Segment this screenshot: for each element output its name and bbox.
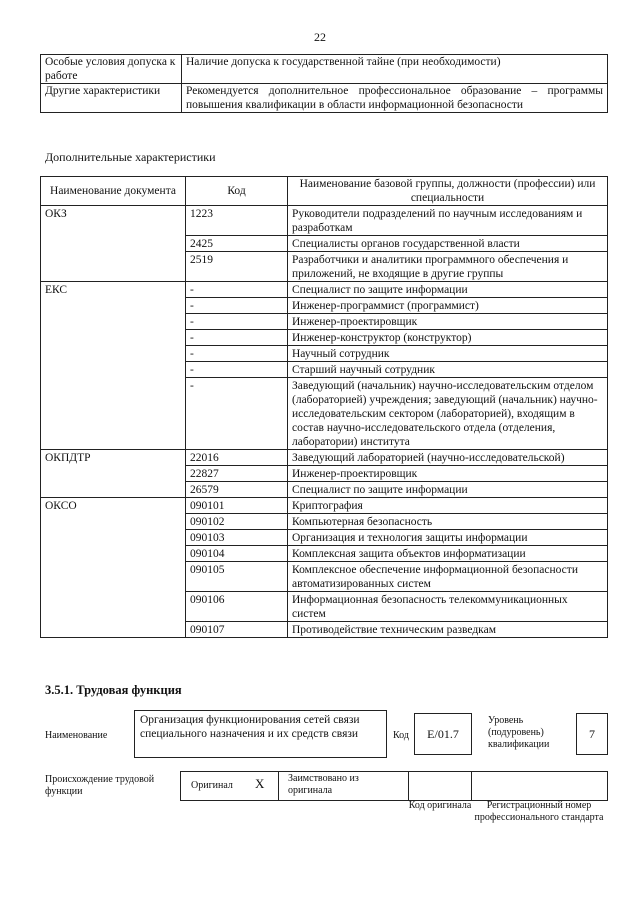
- table-row: [41, 498, 608, 514]
- code-cell: 2425: [186, 236, 288, 252]
- code-cell: 090107: [186, 622, 288, 638]
- name-cell: Специалист по защите информации: [288, 482, 608, 498]
- code-cell: 22016: [186, 450, 288, 466]
- code-cell: 090102: [186, 514, 288, 530]
- original-cell: [180, 771, 279, 801]
- header-row: [41, 177, 608, 206]
- name-cell: Инженер-программист (программист): [288, 298, 608, 314]
- level-box: 7: [576, 713, 608, 755]
- name-cell: Организация и технология защиты информации: [288, 530, 608, 546]
- borrowed-cell: [278, 771, 409, 801]
- name-cell: Криптография: [288, 498, 608, 514]
- doc-cell: ОКПДТР: [41, 450, 186, 498]
- conditions-value: Рекомендуется дополнительное профессиональное образование – программы повышения квалификации в области информационной безопасности: [182, 84, 608, 113]
- code-cell: 2519: [186, 252, 288, 282]
- classifiers-body: [41, 206, 608, 638]
- code-cell: -: [186, 298, 288, 314]
- doc-cell: ОКСО: [41, 498, 186, 638]
- name-cell: Информационная безопасность телекоммуникационных систем: [288, 592, 608, 622]
- code-cell: -: [186, 378, 288, 450]
- name-cell: Инженер-конструктор (конструктор): [288, 330, 608, 346]
- name-cell: Специалист по защите информации: [288, 282, 608, 298]
- name-cell: Специалисты органов государственной власти: [288, 236, 608, 252]
- borrowed-label: Заимствовано из оригинала: [288, 773, 359, 796]
- name-cell: Комплексное обеспечение информационной безопасности автоматизированных систем: [288, 562, 608, 592]
- name-cell: Инженер-проектировщик: [288, 314, 608, 330]
- code-cell: -: [186, 362, 288, 378]
- header-code: Код: [186, 177, 288, 206]
- code-box: E/01.7: [414, 713, 472, 755]
- code-cell: 090105: [186, 562, 288, 592]
- additional-title: Дополнительные характеристики: [45, 150, 216, 164]
- code-cell: 1223: [186, 206, 288, 236]
- name-cell: Старший научный сотрудник: [288, 362, 608, 378]
- reg-number-cell: [471, 771, 608, 801]
- name-cell: Компьютерная безопасность: [288, 514, 608, 530]
- name-cell: Противодействие техническим разведкам: [288, 622, 608, 638]
- code-cell: 090104: [186, 546, 288, 562]
- origin-label: Происхождение трудовой функции: [45, 774, 155, 797]
- name-cell: Руководители подразделений по научным исследованиям и разработкам: [288, 206, 608, 236]
- function-heading: 3.5.1. Трудовая функция: [45, 683, 182, 697]
- original-code-caption: Код оригинала: [408, 800, 472, 811]
- header-name: Наименование базовой группы, должности (профессии) или специальности: [288, 177, 608, 206]
- original-code-cell: [408, 771, 472, 801]
- code-label: Код: [393, 730, 409, 741]
- table-row: [41, 55, 608, 84]
- classifiers-table: [40, 176, 608, 638]
- table-row: [41, 282, 608, 298]
- name-cell: Инженер-проектировщик: [288, 466, 608, 482]
- code-cell: -: [186, 282, 288, 298]
- code-cell: 090106: [186, 592, 288, 622]
- conditions-table: [40, 54, 608, 113]
- code-cell: 26579: [186, 482, 288, 498]
- conditions-label: Другие характеристики: [41, 84, 182, 113]
- function-name-box: Организация функционирования сетей связи специального назначения и их средств связи: [134, 710, 387, 758]
- name-cell: Комплексная защита объектов информатизации: [288, 546, 608, 562]
- code-cell: -: [186, 346, 288, 362]
- table-row: [41, 206, 608, 236]
- level-label: Уровень (подуровень) квалификации: [488, 715, 550, 750]
- table-row: [41, 450, 608, 466]
- name-cell: Разработчики и аналитики программного обеспечения и приложений, не входящие в другие группы: [288, 252, 608, 282]
- original-label: Оригинал: [191, 780, 233, 791]
- code-cell: 090101: [186, 498, 288, 514]
- conditions-value: Наличие допуска к государственной тайне (при необходимости): [182, 55, 608, 84]
- conditions-label: Особые условия допуска к работе: [41, 55, 182, 84]
- table-row: [41, 84, 608, 113]
- name-cell: Заведующий лабораторией (научно-исследовательской): [288, 450, 608, 466]
- doc-cell: ЕКС: [41, 282, 186, 450]
- code-cell: -: [186, 314, 288, 330]
- page-number: 22: [314, 30, 326, 44]
- header-doc: Наименование документа: [41, 177, 186, 206]
- doc-cell: ОКЗ: [41, 206, 186, 282]
- code-cell: 22827: [186, 466, 288, 482]
- code-cell: -: [186, 330, 288, 346]
- name-cell: Заведующий (начальник) научно-исследовательским отделом (лабораторией) учреждения; заведующий (начальник) научно-исследовательским сектором (лабораторией), входящим в состав научно-исследовательского отдела (отделения, лаборатории) института: [288, 378, 608, 450]
- name-cell: Научный сотрудник: [288, 346, 608, 362]
- code-cell: 090103: [186, 530, 288, 546]
- name-label: Наименование: [45, 730, 108, 741]
- original-mark: X: [255, 776, 265, 791]
- reg-number-caption: Регистрационный номер профессионального стандарта: [474, 800, 604, 823]
